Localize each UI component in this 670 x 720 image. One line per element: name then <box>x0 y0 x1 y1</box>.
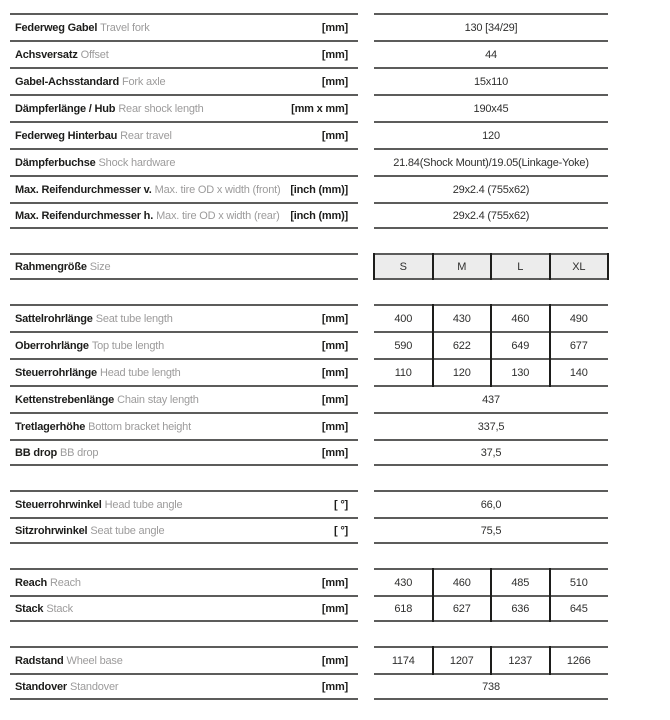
size-value-cell: 1174 <box>391 654 415 667</box>
spanning-value-cell: 437 <box>374 385 608 412</box>
row-label <box>15 22 150 34</box>
spec-row <box>10 253 670 280</box>
label-cell <box>10 304 358 331</box>
size-value-cell: 627 <box>433 597 492 620</box>
label-cell <box>10 331 358 358</box>
label-english: Offset <box>80 48 109 61</box>
column-gap <box>358 412 374 439</box>
row-label <box>15 525 164 537</box>
spanning-value-cell: 120 <box>374 121 608 148</box>
column-gap <box>358 517 374 544</box>
unit-label: [mm] <box>321 75 348 88</box>
unit-label: [mm] <box>321 366 348 379</box>
spec-row <box>10 358 670 385</box>
unit-label: [mm] <box>321 680 348 693</box>
label-german: Oberrohrlänge <box>15 339 89 352</box>
label-english: Seat tube length <box>95 312 173 325</box>
column-gap <box>358 13 374 40</box>
row-label <box>15 681 118 693</box>
row-label <box>15 447 98 459</box>
label-english: BB drop <box>59 446 99 459</box>
size-header-cell: S <box>374 255 433 278</box>
column-gap <box>358 148 374 175</box>
label-german: Sitzrohrwinkel <box>15 524 88 537</box>
label-german: Dämpferlänge / Hub <box>15 102 116 115</box>
label-cell <box>10 439 358 466</box>
column-gap <box>358 175 374 202</box>
unit-label: [inch (mm)] <box>290 209 348 222</box>
label-german: Sattelrohrlänge <box>15 312 93 325</box>
label-german: Gabel-Achsstandard <box>15 75 119 88</box>
column-gap <box>358 304 374 331</box>
spanning-value-cell: 190x45 <box>374 94 608 121</box>
unit-label: [mm] <box>321 654 348 667</box>
size-value-cell: 490 <box>550 306 609 331</box>
size-value-cell: 120 <box>433 360 492 385</box>
size-header-cell: M <box>433 255 492 278</box>
spanning-value-cell: 21.84(Shock Mount)/19.05(Linkage-Yoke) <box>374 148 608 175</box>
size-value-cell: 460 <box>433 570 492 595</box>
unit-label: [mm] <box>321 446 348 459</box>
label-english: Stack <box>46 602 73 615</box>
column-gap <box>358 568 374 595</box>
column-gap <box>358 253 374 280</box>
column-gap <box>358 67 374 94</box>
unit-label: [mm x mm] <box>291 102 348 115</box>
label-english: Reach <box>50 576 81 589</box>
size-value-cell: 430 <box>394 576 413 589</box>
size-value-cells <box>374 595 608 622</box>
label-english: Bottom bracket height <box>88 420 191 433</box>
spec-row <box>10 40 670 67</box>
label-english: Max. tire OD x width (front) <box>154 183 281 196</box>
row-label <box>15 130 172 142</box>
section-wheelbase-standover <box>10 646 670 700</box>
label-english: Standover <box>70 680 119 693</box>
label-english: Rear shock length <box>118 102 204 115</box>
size-value-cell: 590 <box>394 339 413 352</box>
unit-label: [mm] <box>321 129 348 142</box>
unit-label: [ °] <box>334 498 348 511</box>
column-gap <box>358 490 374 517</box>
label-english: Head tube angle <box>104 498 183 511</box>
label-cell <box>10 385 358 412</box>
size-value-cell: 485 <box>491 570 550 595</box>
label-cell <box>10 673 358 700</box>
spec-row <box>10 13 670 40</box>
size-value-cell: 1207 <box>433 648 492 673</box>
label-cell <box>10 253 358 280</box>
size-header-cell: XL <box>550 255 609 278</box>
row-label <box>15 603 73 615</box>
column-gap <box>358 121 374 148</box>
label-english: Shock hardware <box>98 156 176 169</box>
spec-row <box>10 646 670 673</box>
unit-label: [mm] <box>321 576 348 589</box>
label-cell <box>10 490 358 517</box>
unit-label: [mm] <box>321 48 348 61</box>
label-english: Size <box>89 260 111 273</box>
unit-label: [mm] <box>321 21 348 34</box>
label-german: Dämpferbuchse <box>15 156 96 169</box>
spanning-value-cell: 44 <box>374 40 608 67</box>
size-value-cell: 400 <box>394 312 413 325</box>
label-german: Achsversatz <box>15 48 78 61</box>
row-label <box>15 103 204 115</box>
label-cell <box>10 595 358 622</box>
label-german: Standover <box>15 680 67 693</box>
row-label <box>15 499 182 511</box>
size-value-cell: 1237 <box>491 648 550 673</box>
label-english: Rear travel <box>120 129 172 142</box>
column-gap <box>358 673 374 700</box>
spanning-value-cell: 337,5 <box>374 412 608 439</box>
size-value-cells <box>374 358 608 385</box>
label-cell <box>10 13 358 40</box>
spec-row <box>10 67 670 94</box>
column-gap <box>358 385 374 412</box>
spec-row <box>10 595 670 622</box>
size-value-cell: 618 <box>394 602 413 615</box>
label-cell <box>10 202 358 229</box>
row-label <box>15 655 123 667</box>
label-german: Steuerrohrwinkel <box>15 498 102 511</box>
label-german: Stack <box>15 602 44 615</box>
size-header-cells <box>374 253 608 280</box>
label-cell <box>10 568 358 595</box>
row-label <box>15 394 199 406</box>
label-cell <box>10 358 358 385</box>
spec-row <box>10 304 670 331</box>
unit-label: [inch (mm)] <box>290 183 348 196</box>
label-german: Max. Reifendurchmesser v. <box>15 183 152 196</box>
size-value-cell: 645 <box>550 597 609 620</box>
size-value-cell: 110 <box>394 366 412 379</box>
size-value-cell: 510 <box>550 570 609 595</box>
row-label <box>15 313 173 325</box>
unit-label: [mm] <box>321 339 348 352</box>
spanning-value-cell: 66,0 <box>374 490 608 517</box>
label-german: Kettenstrebenlänge <box>15 393 115 406</box>
size-value-cell: 622 <box>433 333 492 358</box>
label-english: Seat tube angle <box>90 524 165 537</box>
column-gap <box>358 595 374 622</box>
size-value-cells <box>374 304 608 331</box>
label-english: Chain stay length <box>117 393 199 406</box>
label-german: Max. Reifendurchmesser h. <box>15 209 154 222</box>
label-german: Radstand <box>15 654 64 667</box>
spec-row <box>10 673 670 700</box>
spec-row <box>10 121 670 148</box>
spec-row <box>10 412 670 439</box>
label-german: Rahmengröße <box>15 260 87 273</box>
spanning-value-cell: 738 <box>374 673 608 700</box>
spanning-value-cell: 130 [34/29] <box>374 13 608 40</box>
label-german: Federweg Gabel <box>15 21 98 34</box>
section-suspension-specs <box>10 13 670 229</box>
unit-label: [mm] <box>321 420 348 433</box>
size-value-cell: 1266 <box>550 648 609 673</box>
unit-label: [mm] <box>321 393 348 406</box>
label-german: Steuerrohrlänge <box>15 366 97 379</box>
row-label <box>15 367 181 379</box>
column-gap <box>358 646 374 673</box>
spec-row <box>10 331 670 358</box>
size-value-cell: 140 <box>550 360 609 385</box>
label-cell <box>10 148 358 175</box>
label-german: Tretlagerhöhe <box>15 420 86 433</box>
unit-label: [ °] <box>334 524 348 537</box>
row-label <box>15 340 164 352</box>
spec-row <box>10 385 670 412</box>
label-cell <box>10 40 358 67</box>
spanning-value-cell: 29x2.4 (755x62) <box>374 175 608 202</box>
label-cell <box>10 175 358 202</box>
column-gap <box>358 40 374 67</box>
spec-row <box>10 202 670 229</box>
section-frame-angles <box>10 490 670 544</box>
size-value-cell: 636 <box>491 597 550 620</box>
row-label <box>15 76 165 88</box>
label-english: Head tube length <box>99 366 181 379</box>
size-value-cell: 460 <box>491 306 550 331</box>
size-value-cells <box>374 331 608 358</box>
label-english: Max. tire OD x width (rear) <box>156 209 280 222</box>
row-label <box>15 261 110 273</box>
spanning-value-cell: 37,5 <box>374 439 608 466</box>
label-english: Top tube length <box>91 339 165 352</box>
section-reach-stack <box>10 568 670 622</box>
label-cell <box>10 517 358 544</box>
spec-row <box>10 94 670 121</box>
row-label <box>15 157 175 169</box>
column-gap <box>358 202 374 229</box>
label-cell <box>10 646 358 673</box>
spec-row <box>10 568 670 595</box>
label-german: Reach <box>15 576 48 589</box>
row-label <box>15 49 109 61</box>
label-cell <box>10 67 358 94</box>
section-frame-lengths <box>10 304 670 466</box>
spanning-value-cell: 29x2.4 (755x62) <box>374 202 608 229</box>
size-value-cells <box>374 646 608 673</box>
spec-row <box>10 148 670 175</box>
row-label <box>15 577 81 589</box>
unit-label: [mm] <box>321 312 348 325</box>
column-gap <box>358 331 374 358</box>
label-cell <box>10 94 358 121</box>
unit-label: [mm] <box>321 602 348 615</box>
label-english: Wheel base <box>66 654 123 667</box>
row-label <box>15 210 280 222</box>
label-english: Travel fork <box>100 21 150 34</box>
size-value-cells <box>374 568 608 595</box>
spec-row <box>10 490 670 517</box>
column-gap <box>358 94 374 121</box>
size-value-cell: 130 <box>491 360 550 385</box>
spanning-value-cell: 75,5 <box>374 517 608 544</box>
size-value-cell: 677 <box>550 333 609 358</box>
spec-row <box>10 175 670 202</box>
spec-row <box>10 517 670 544</box>
spec-row <box>10 439 670 466</box>
row-label <box>15 421 191 433</box>
label-cell <box>10 412 358 439</box>
label-english: Fork axle <box>121 75 166 88</box>
size-value-cell: 649 <box>491 333 550 358</box>
column-gap <box>358 439 374 466</box>
size-header-cell: L <box>491 255 550 278</box>
column-gap <box>358 358 374 385</box>
section-frame-size-header <box>10 253 670 280</box>
label-german: BB drop <box>15 446 57 459</box>
label-cell <box>10 121 358 148</box>
size-value-cell: 430 <box>433 306 492 331</box>
row-label <box>15 184 280 196</box>
label-german: Federweg Hinterbau <box>15 129 118 142</box>
spanning-value-cell: 15x110 <box>374 67 608 94</box>
